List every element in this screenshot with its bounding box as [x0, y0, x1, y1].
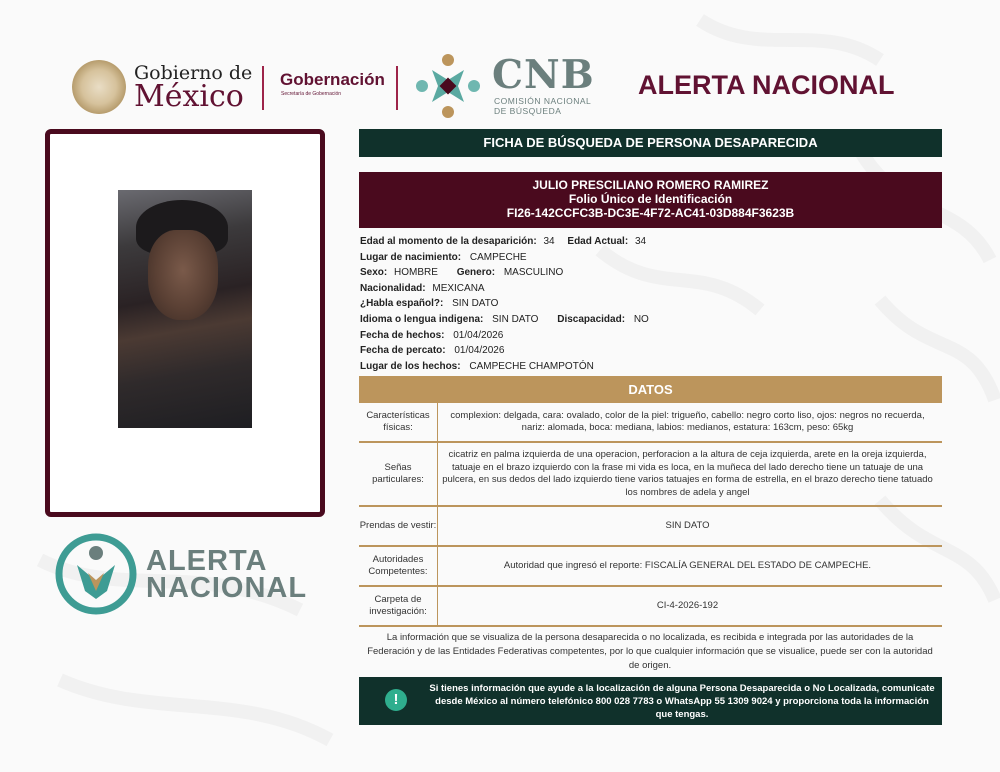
table-row [359, 547, 942, 587]
sexo-label: Sexo: [360, 267, 388, 279]
folio-label: Folio Único de Identificación [568, 192, 733, 206]
idioma-value: SIN DATO [492, 313, 539, 325]
info-row-lugar-hechos [360, 359, 940, 375]
row-label: Autoridades Competentes: [359, 547, 438, 585]
nacionalidad-value: MEXICANA [432, 282, 485, 294]
row-label: Carpeta de investigación: [359, 587, 438, 625]
cnb-logo-text: CNB [492, 52, 595, 98]
datos-title-bar: DATOS [359, 376, 942, 403]
row-value: complexion: delgada, cara: ovalado, color de la piel: trigueño, cabello: negro corto liso, ojos: negros no recuerda, nariz: alomada, boca: mediana, labios: medianos, estatura: 163cm, peso: 65kg [450, 409, 925, 433]
lugar-nacimiento-value: CAMPECHE [469, 251, 527, 263]
alerta-logo-line1: ALERTA [146, 545, 268, 577]
nacionalidad-label: Nacionalidad: [360, 282, 426, 294]
gob-line2: México [134, 79, 244, 114]
alerta-logo-line2: NACIONAL [146, 572, 308, 604]
lugar-hechos-label: Lugar de los hechos: [360, 360, 461, 372]
person-name: JULIO PRESCILIANO ROMERO RAMIREZ [532, 178, 769, 192]
row-label: Prendas de vestir: [359, 507, 438, 545]
lugar-hechos-value: CAMPECHE CHAMPOTÓN [469, 360, 594, 372]
table-row [359, 587, 942, 627]
alerta-nacional-heading: ALERTA NACIONAL [638, 70, 895, 100]
discapacidad-value: NO [633, 313, 649, 325]
disclaimer-text: La información que se visualiza de la persona desaparecida o no localizada, es recibida e integrada por las autoridades de la Federación y de las Entidades Federativas competentes, por lo que cualquier información que se visualice, puede ser con la autoridad de origen. [367, 632, 933, 671]
row-label: Señas particulares: [359, 443, 438, 505]
gobierno-de-mexico-logo [72, 60, 262, 116]
folio-id: FI26-142CCFC3B-DC3E-4F72-AC41-03D884F3623B [506, 206, 795, 220]
ficha-title-bar: FICHA DE BÚSQUEDA DE PERSONA DESAPARECIDA [359, 129, 942, 157]
exclamation-icon: ! [385, 689, 407, 711]
discapacidad-label: Discapacidad: [557, 313, 626, 325]
cnb-subtitle [494, 96, 591, 116]
habla-value: SIN DATO [452, 298, 499, 310]
row-value: SIN DATO [665, 519, 710, 531]
info-row-fecha-hechos [360, 328, 940, 344]
alerta-nacional-logo-text [146, 545, 308, 604]
idioma-label: Idioma o lengua indigena: [360, 313, 484, 325]
info-row-nacionalidad [360, 281, 940, 297]
info-row-lugar-nacimiento [360, 250, 940, 266]
genero-value: MASCULINO [503, 267, 564, 279]
info-row-fecha-percato [360, 343, 940, 359]
fecha-hechos-value: 01/04/2026 [453, 329, 504, 341]
cnb-logo-icon [412, 50, 484, 122]
photo-frame [45, 129, 325, 517]
person-name-box [359, 172, 942, 228]
fecha-percato-label: Fecha de percato: [360, 345, 446, 357]
info-row-habla [360, 296, 940, 312]
table-row [359, 507, 942, 547]
edad-desaparicion-value: 34 [543, 236, 555, 247]
table-row [359, 403, 942, 443]
header-divider [396, 66, 398, 110]
sexo-value: HOMBRE [394, 267, 438, 279]
fecha-percato-value: 01/04/2026 [454, 345, 505, 357]
table-row [359, 443, 942, 507]
genero-label: Genero: [456, 267, 496, 279]
row-value: cicatriz en palma izquierda de una operacion, perforacion a la altura de ceja izquierda, arete en la oreja izquierda, tatuaje en el brazo izquierdo con la frase mi vida es loca, en la muñeca del lado derecho tiene un tatuaje de una pulcera, en sus dedos del lado izquierdo tiene varios tatuajes en forma de estrella, en el brazo derecho tiene tatuado los nombres de adela y angel [442, 449, 933, 498]
gobernacion-logo-text: Gobernación [280, 70, 385, 89]
national-seal-icon [72, 60, 126, 114]
alerta-nacional-logo-icon [55, 533, 137, 615]
gob-line1: Gobierno de [134, 62, 253, 84]
info-row-sexo [360, 265, 940, 281]
photo-face-shape [148, 230, 218, 320]
lugar-nacimiento-label: Lugar de nacimiento: [360, 251, 462, 263]
header-divider [262, 66, 264, 110]
person-info [360, 234, 940, 374]
gobernacion-subtitle: Secretaría de Gobernación [281, 91, 342, 97]
info-row-idioma [360, 312, 940, 328]
person-photo [118, 190, 252, 428]
row-value: CI-4-2026-192 [656, 599, 719, 611]
contact-text: Si tienes información que ayude a la localización de alguna Persona Desaparecida o No Localizada, comunicate desde México al número telefónico 800 028 7783 o WhatsApp 55 1309 9024 y proporciona toda la información que tengas. [429, 683, 935, 720]
fecha-hechos-label: Fecha de hechos: [360, 329, 445, 341]
cnb-subtitle-line1: COMISIÓN NACIONAL [494, 96, 592, 106]
edad-actual-value: 34 [634, 236, 647, 247]
row-value: Autoridad que ingresó el reporte: FISCALÍA GENERAL DEL ESTADO DE CAMPECHE. [503, 559, 872, 571]
cnb-subtitle-line2: DE BÚSQUEDA [494, 106, 562, 116]
info-row-edad [360, 234, 940, 250]
edad-desaparicion-label: Edad al momento de la desaparición: [360, 236, 537, 247]
contact-bar [359, 677, 942, 725]
edad-actual-label: Edad Actual: [567, 236, 629, 247]
row-label: Características físicas: [359, 403, 438, 441]
habla-label: ¿Habla español?: [360, 298, 444, 310]
